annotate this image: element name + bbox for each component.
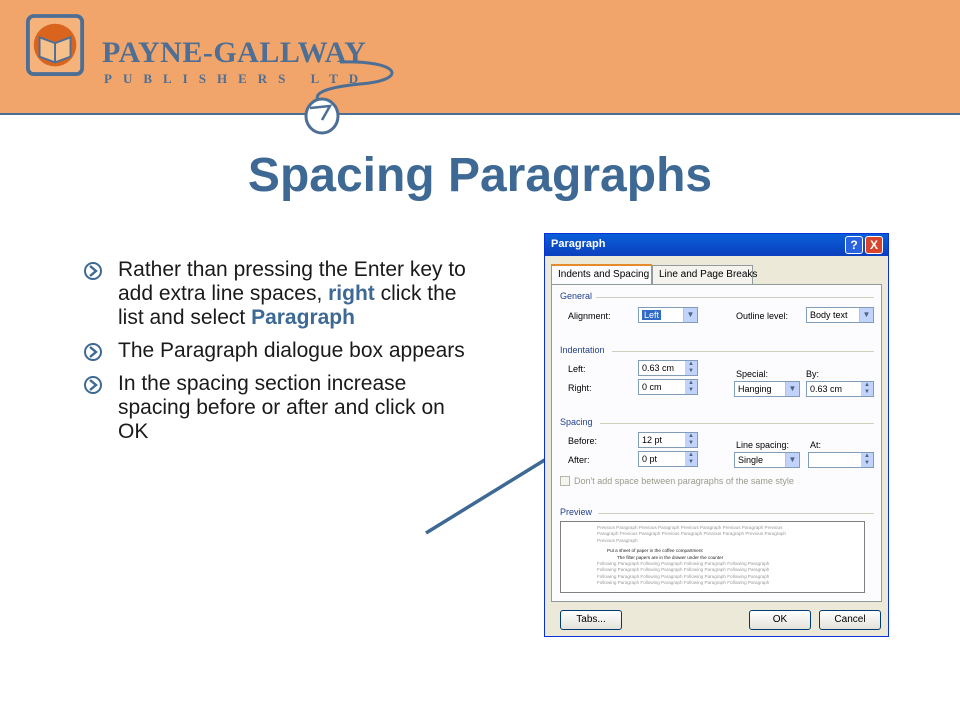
line-spacing-label: Line spacing: — [736, 440, 790, 450]
right-indent-spinner[interactable]: 0 cm ▲ ▼ — [638, 379, 698, 395]
brand-name: PAYNE-GALLWAY — [102, 36, 367, 69]
divider — [612, 351, 874, 352]
spinner-arrows-icon: ▲ ▼ — [685, 433, 697, 447]
before-spinner[interactable]: 12 pt ▲ ▼ — [638, 432, 698, 448]
no-space-checkbox[interactable] — [560, 476, 570, 486]
outline-level-select[interactable]: Body text ▼ — [806, 307, 874, 323]
ok-button[interactable]: OK — [749, 610, 811, 630]
section-spacing: Spacing — [560, 417, 593, 427]
by-label: By: — [806, 369, 820, 379]
spinner-arrows-icon: ▲ ▼ — [685, 361, 697, 375]
at-label: At: — [810, 440, 822, 450]
dialog-title: Paragraph — [545, 234, 888, 256]
preview-box — [560, 521, 865, 593]
outline-level-label: Outline level: — [736, 311, 789, 321]
preview-following-line: Following Paragraph Following Paragraph Following Paragraph Following Paragraph — [597, 573, 770, 579]
preview-following-line: Following Paragraph Following Paragraph Following Paragraph Following Paragraph — [597, 561, 770, 567]
chevron-down-icon: ▼ — [859, 308, 873, 322]
preview-following-line: Following Paragraph Following Paragraph Following Paragraph Following Paragraph — [597, 567, 770, 573]
spinner-arrows-icon: ▲ ▼ — [861, 453, 873, 467]
paragraph-dialog — [544, 233, 889, 637]
at-spinner[interactable] — [808, 452, 874, 468]
divider — [598, 513, 874, 514]
after-spinner[interactable]: 0 pt ▲ ▼ — [638, 451, 698, 467]
tab-indents-and-spacing[interactable]: Indents and Spacing — [551, 264, 652, 286]
before-label: Before: — [568, 436, 598, 446]
bullet-text: In the spacing section increase spacing before or after and click on OK — [118, 372, 445, 443]
cancel-button[interactable]: Cancel — [819, 610, 881, 630]
alignment-label: Alignment: — [568, 311, 611, 321]
bullet-highlight: Paragraph — [251, 306, 355, 329]
section-general: General — [560, 291, 593, 301]
alignment-select[interactable]: Left ▼ — [638, 307, 698, 323]
preview-sample-line: Put a sheet of paper in the coffee compartment — [607, 548, 703, 554]
spinner-arrows-icon: ▲ ▼ — [861, 382, 873, 396]
preview-following-line: Following Paragraph Following Paragraph Following Paragraph Following Paragraph — [597, 580, 770, 586]
spinner-arrows-icon: ▲ ▼ — [685, 380, 697, 394]
by-spinner[interactable]: 0.63 cm ▲ ▼ — [806, 381, 874, 397]
close-button[interactable]: X — [865, 236, 883, 254]
tab-line-and-page-breaks[interactable]: Line and Page Breaks — [652, 265, 753, 285]
section-preview: Preview — [560, 507, 593, 517]
chevron-down-icon: ▼ — [785, 382, 799, 396]
line-spacing-select[interactable]: Single ▼ — [734, 452, 800, 468]
tab-panel — [551, 284, 882, 602]
bullet-text: click the list and select — [118, 282, 457, 329]
left-indent-spinner[interactable]: 0.63 cm ▲ ▼ — [638, 360, 698, 376]
chevron-down-icon: ▼ — [785, 453, 799, 467]
left-indent-label: Left: — [568, 364, 586, 374]
special-select[interactable]: Hanging ▼ — [734, 381, 800, 397]
chevron-down-icon: ▼ — [683, 308, 697, 322]
no-space-checkbox-label: Don't add space between paragraphs of the same style — [574, 476, 794, 486]
bullet-highlight: right — [328, 282, 375, 305]
bullet-text: The Paragraph dialogue box appears — [118, 339, 465, 362]
right-indent-label: Right: — [568, 383, 592, 393]
preview-previous-line: Paragraph Previous Paragraph Previous Paragraph Previous Paragraph Previous Paragraph — [597, 531, 786, 537]
preview-previous-line: Previous Paragraph Previous Paragraph Previous Paragraph Previous Paragraph Previous — [597, 525, 783, 530]
brand-subtitle: PUBLISHERS LTD — [104, 71, 370, 86]
tabs-button[interactable]: Tabs... — [560, 610, 622, 630]
slide-title: Spacing Paragraphs — [247, 149, 713, 202]
divider — [600, 423, 874, 424]
after-label: After: — [568, 455, 590, 465]
preview-previous-line: Previous Paragraph — [597, 537, 638, 543]
preview-sample-line: The filter papers are in the drawer under the counter — [617, 554, 724, 560]
section-indentation: Indentation — [560, 345, 605, 355]
special-label: Special: — [736, 369, 769, 379]
divider — [596, 297, 874, 298]
bullet-text: Rather than pressing the Enter key to add extra line spaces, — [118, 258, 466, 305]
help-button[interactable]: ? — [845, 236, 863, 254]
spinner-arrows-icon: ▲ ▼ — [685, 452, 697, 466]
